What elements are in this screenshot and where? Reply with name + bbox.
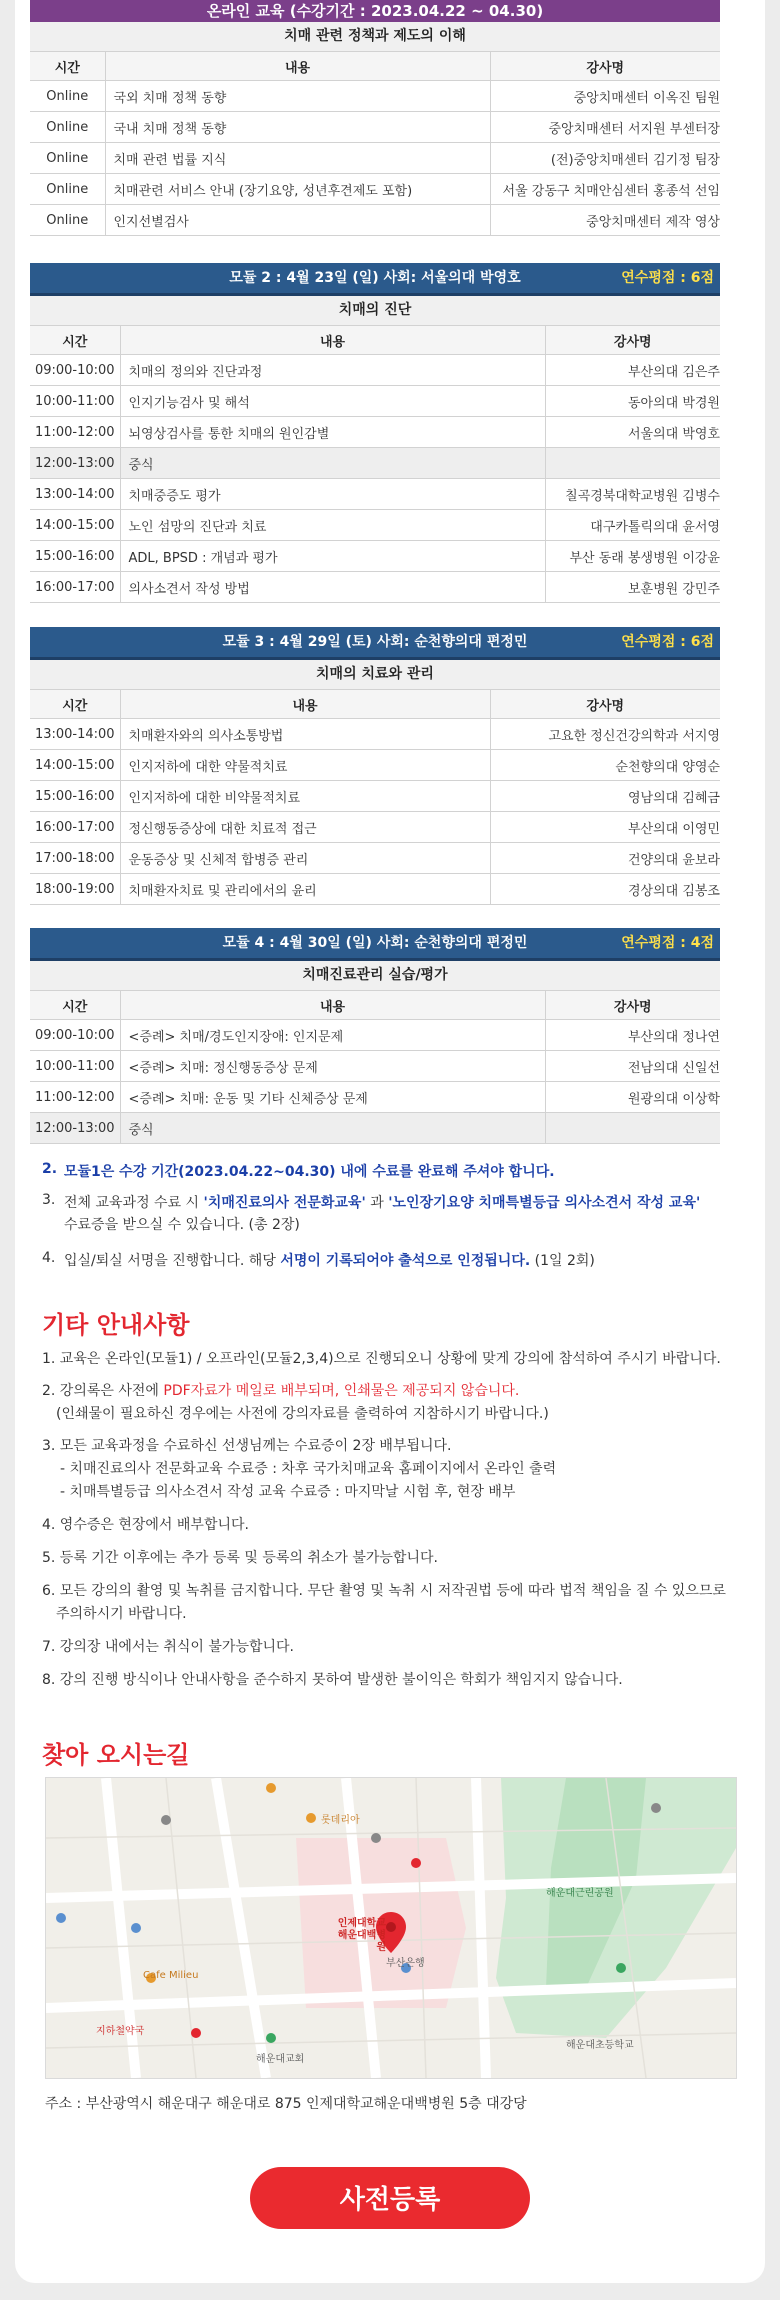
etc-item-7: 7. 강의장 내에서는 취식이 불가능합니다.	[42, 1639, 294, 1655]
etc-item-2-cont: (인쇄물이 필요하신 경우에는 사전에 강의자료를 출력하여 지참하시기 바랍니다.)	[56, 1406, 549, 1422]
note-number: 3.	[42, 1192, 56, 1208]
row-content: 인지선별검사	[105, 205, 490, 236]
row-time: 11:00-12:00	[30, 417, 120, 448]
row-content: 운동증상 및 신체적 합병증 관리	[120, 843, 490, 874]
row-speaker: 영남의대 김혜금	[490, 781, 720, 812]
row-content: 치매의 정의와 진단과정	[120, 355, 545, 386]
row-speaker: 서울의대 박영호	[545, 417, 720, 448]
module4-header	[30, 928, 720, 961]
module3-title: 치매의 치료와 관리	[30, 660, 720, 690]
module3-credit: 연수평점 : 6점	[621, 634, 714, 650]
directions-heading: 찾아 오시는길	[42, 1741, 190, 1769]
row-speaker: 원광의대 이상학	[545, 1082, 720, 1113]
row-speaker: 부산의대 김은주	[545, 355, 720, 386]
row-content: 정신행동증상에 대한 치료적 접근	[120, 812, 490, 843]
note-4	[64, 1250, 595, 1270]
table-row	[30, 1082, 720, 1113]
row-speaker: 동아의대 박경원	[545, 386, 720, 417]
row-content: 인지저하에 대한 비약물적치료	[120, 781, 490, 812]
row-time: Online	[30, 143, 105, 174]
etc-item-6: 6. 모든 강의의 촬영 및 녹취를 금지합니다. 무단 촬영 및 녹취 시 저작권법 등에 따라 법적 책임을 질 수 있으므로	[42, 1583, 726, 1599]
table-row	[30, 174, 720, 205]
module2-header-text: 모듈 2 : 4월 23일 (일) 사회: 서울의대 박영호	[229, 270, 521, 286]
row-content: 중식	[120, 448, 545, 479]
row-speaker: 보훈병원 강민주	[545, 572, 720, 603]
table-row	[30, 874, 720, 905]
note-4-tail: (1일 2회)	[530, 1253, 595, 1269]
table-row	[30, 510, 720, 541]
row-time: 15:00-16:00	[30, 541, 120, 572]
note-3-text: 전체 교육과정 수료 시	[64, 1195, 204, 1211]
table-row	[30, 1113, 720, 1144]
row-content: 의사소견서 작성 방법	[120, 572, 545, 603]
module1-table	[30, 52, 720, 236]
row-speaker: 부산의대 이영민	[490, 812, 720, 843]
col-time-header: 시간	[30, 991, 120, 1020]
etc-item-6-cont: 주의하시기 바랍니다.	[56, 1606, 187, 1622]
table-row	[30, 1020, 720, 1051]
module4-credit: 연수평점 : 4점	[621, 935, 714, 951]
row-speaker: 경상의대 김봉조	[490, 874, 720, 905]
row-time: 12:00-13:00	[30, 1113, 120, 1144]
table-row	[30, 812, 720, 843]
module3-header	[30, 627, 720, 660]
table-row	[30, 143, 720, 174]
row-time: Online	[30, 81, 105, 112]
module2-header	[30, 263, 720, 296]
row-speaker: 중앙치매센터 서지원 부센터장	[490, 112, 720, 143]
map-label-pharmacy: 지하철약국	[96, 2026, 145, 2037]
row-content: ADL, BPSD : 개념과 평가	[120, 541, 545, 572]
note-3-course2: '노인장기요양 치매특별등급 의사소견서 작성 교육'	[388, 1195, 701, 1211]
col-content-header: 내용	[120, 690, 490, 719]
row-content: 치매 관련 법률 지식	[105, 143, 490, 174]
row-content: <증례> 치매: 정신행동증상 문제	[120, 1051, 545, 1082]
row-speaker: 서울 강동구 치매안심센터 홍종석 선임	[490, 174, 720, 205]
row-content: 국내 치매 정책 동향	[105, 112, 490, 143]
row-content: 치매중증도 평가	[120, 479, 545, 510]
col-content-header: 내용	[120, 326, 545, 355]
row-speaker: 부산 동래 봉생병원 이강윤	[545, 541, 720, 572]
note-3-course1: '치매진료의사 전문화교육'	[203, 1195, 366, 1211]
map-label-cafe: Cafe Milieu	[143, 1970, 199, 1981]
module1-title: 치매 관련 정책과 제도의 이해	[30, 22, 720, 52]
etc-item-2-emphasis: PDF자료가 메일로 배부되며, 인쇄물은 제공되지 않습니다.	[163, 1383, 520, 1399]
row-time: 10:00-11:00	[30, 1051, 120, 1082]
row-time: 15:00-16:00	[30, 781, 120, 812]
row-time: 16:00-17:00	[30, 572, 120, 603]
col-speaker-header: 강사명	[490, 690, 720, 719]
address-text: 주소 : 부산광역시 해운대구 해운대로 875 인제대학교해운대백병원 5층 대강당	[45, 2096, 527, 2112]
map-label-church: 해운대교회	[256, 2054, 305, 2065]
col-time-header: 시간	[30, 52, 105, 81]
row-time: Online	[30, 205, 105, 236]
row-time: 14:00-15:00	[30, 750, 120, 781]
table-row	[30, 479, 720, 510]
table-row	[30, 750, 720, 781]
col-speaker-header: 강사명	[545, 326, 720, 355]
note-3-cont: 수료증을 받으실 수 있습니다. (총 2장)	[64, 1217, 300, 1233]
col-speaker-header: 강사명	[545, 991, 720, 1020]
module3-header-text: 모듈 3 : 4월 29일 (토) 사회: 순천향의대 편정민	[222, 634, 528, 650]
col-time-header: 시간	[30, 326, 120, 355]
row-content: 치매관련 서비스 안내 (장기요양, 성년후견제도 포함)	[105, 174, 490, 205]
etc-item-3-sub1: - 치매진료의사 전문화교육 수료증 : 차후 국가치매교육 홈페이지에서 온라인 출력	[60, 1461, 557, 1477]
table-row	[30, 719, 720, 750]
etc-item-2	[42, 1380, 519, 1400]
row-time: Online	[30, 174, 105, 205]
note-4-emphasis: 서명이 기록되어야 출석으로 인정됩니다.	[280, 1253, 531, 1269]
module2-credit: 연수평점 : 6점	[621, 270, 714, 286]
table-row	[30, 205, 720, 236]
module4-header-text: 모듈 4 : 4월 30일 (일) 사회: 순천향의대 편정민	[222, 935, 528, 951]
row-content: 중식	[120, 1113, 545, 1144]
col-content-header: 내용	[120, 991, 545, 1020]
row-speaker: 건양의대 윤보라	[490, 843, 720, 874]
row-speaker: 부산의대 정나연	[545, 1020, 720, 1051]
note-4-text: 입실/퇴실 서명을 진행합니다. 해당	[64, 1253, 281, 1269]
note-3-and: 과	[365, 1195, 389, 1211]
row-time: 09:00-10:00	[30, 355, 120, 386]
etc-item-5: 5. 등록 기간 이후에는 추가 등록 및 등록의 취소가 불가능합니다.	[42, 1550, 438, 1566]
row-speaker: 중앙치매센터 제작 영상	[490, 205, 720, 236]
module1-section	[30, 0, 720, 236]
map-label-park: 해운대근린공원	[546, 1888, 614, 1899]
table-row	[30, 541, 720, 572]
row-speaker: (전)중앙치매센터 김기정 팀장	[490, 143, 720, 174]
module2-title: 치매의 진단	[30, 296, 720, 326]
etc-item-4: 4. 영수증은 현장에서 배부합니다.	[42, 1517, 249, 1533]
row-speaker: 중앙치매센터 이옥진 팀원	[490, 81, 720, 112]
row-time: 17:00-18:00	[30, 843, 120, 874]
row-time: 13:00-14:00	[30, 479, 120, 510]
module3-table	[30, 690, 720, 905]
table-row	[30, 448, 720, 479]
row-content: <증례> 치매/경도인지장애: 인지문제	[120, 1020, 545, 1051]
row-time: 12:00-13:00	[30, 448, 120, 479]
row-content: 치매환자와의 의사소통방법	[120, 719, 490, 750]
row-speaker	[545, 448, 720, 479]
map-label-lotte: 롯데리아	[321, 1815, 360, 1826]
row-content: 국외 치매 정책 동향	[105, 81, 490, 112]
location-map[interactable]	[45, 1777, 737, 2079]
etc-item-2-text: 2. 강의록은 사전에	[42, 1383, 164, 1399]
note-3	[64, 1192, 700, 1212]
col-speaker-header: 강사명	[490, 52, 720, 81]
note-number: 4.	[42, 1250, 56, 1266]
module3-section	[30, 627, 720, 905]
table-row	[30, 572, 720, 603]
row-time: Online	[30, 112, 105, 143]
row-content: 치매환자치료 및 관리에서의 윤리	[120, 874, 490, 905]
map-label-hospital: 인제대학교 해운대백병원	[337, 1918, 386, 1953]
row-speaker: 대구카톨릭의대 윤서영	[545, 510, 720, 541]
row-time: 13:00-14:00	[30, 719, 120, 750]
row-speaker: 칠곡경북대학교병원 김병수	[545, 479, 720, 510]
note-2: 모듈1은 수강 기간(2023.04.22~04.30) 내에 수료를 완료해 주셔야 합니다.	[64, 1164, 555, 1180]
map-label-school: 해운대초등학교	[566, 2040, 634, 2051]
etc-heading: 기타 안내사항	[42, 1311, 190, 1339]
table-row	[30, 1051, 720, 1082]
etc-item-3-sub2: - 치매특별등급 의사소견서 작성 교육 수료증 : 마지막날 시험 후, 현장 배부	[60, 1484, 516, 1500]
note-number: 2.	[42, 1161, 58, 1177]
module2-section	[30, 263, 720, 603]
table-row	[30, 81, 720, 112]
row-time: 16:00-17:00	[30, 812, 120, 843]
row-time: 11:00-12:00	[30, 1082, 120, 1113]
table-row	[30, 355, 720, 386]
module1-banner: 온라인 교육 (수강기간 : 2023.04.22 ~ 04.30)	[30, 0, 720, 22]
module4-table	[30, 991, 720, 1144]
row-speaker	[545, 1113, 720, 1144]
row-content: 뇌영상검사를 통한 치매의 원인감별	[120, 417, 545, 448]
etc-item-8: 8. 강의 진행 방식이나 안내사항을 준수하지 못하여 발생한 불이익은 학회가 책임지지 않습니다.	[42, 1672, 623, 1688]
table-row	[30, 781, 720, 812]
map-label-bank: 부산은행	[386, 1958, 425, 1969]
row-time: 14:00-15:00	[30, 510, 120, 541]
table-row	[30, 417, 720, 448]
row-content: <증례> 치매: 운동 및 기타 신체증상 문제	[120, 1082, 545, 1113]
etc-item-1: 1. 교육은 온라인(모듈1) / 오프라인(모듈2,3,4)으로 진행되오니 상황에 맞게 강의에 참석하여 주시기 바랍니다.	[42, 1351, 721, 1367]
table-row	[30, 386, 720, 417]
row-speaker: 순천향의대 양영순	[490, 750, 720, 781]
table-row	[30, 843, 720, 874]
table-row	[30, 112, 720, 143]
module4-section	[30, 928, 720, 1144]
pre-register-button[interactable]: 사전등록	[250, 2167, 530, 2229]
row-time: 10:00-11:00	[30, 386, 120, 417]
col-time-header: 시간	[30, 690, 120, 719]
module2-table	[30, 326, 720, 603]
row-speaker: 전남의대 신일선	[545, 1051, 720, 1082]
row-time: 09:00-10:00	[30, 1020, 120, 1051]
row-time: 18:00-19:00	[30, 874, 120, 905]
etc-item-3: 3. 모든 교육과정을 수료하신 선생님께는 수료증이 2장 배부됩니다.	[42, 1438, 452, 1454]
row-content: 노인 섬망의 진단과 치료	[120, 510, 545, 541]
col-content-header: 내용	[105, 52, 490, 81]
module4-title: 치매진료관리 실습/평가	[30, 961, 720, 991]
row-content: 인지기능검사 및 해석	[120, 386, 545, 417]
row-content: 인지저하에 대한 약물적치료	[120, 750, 490, 781]
row-speaker: 고요한 정신건강의학과 서지영	[490, 719, 720, 750]
